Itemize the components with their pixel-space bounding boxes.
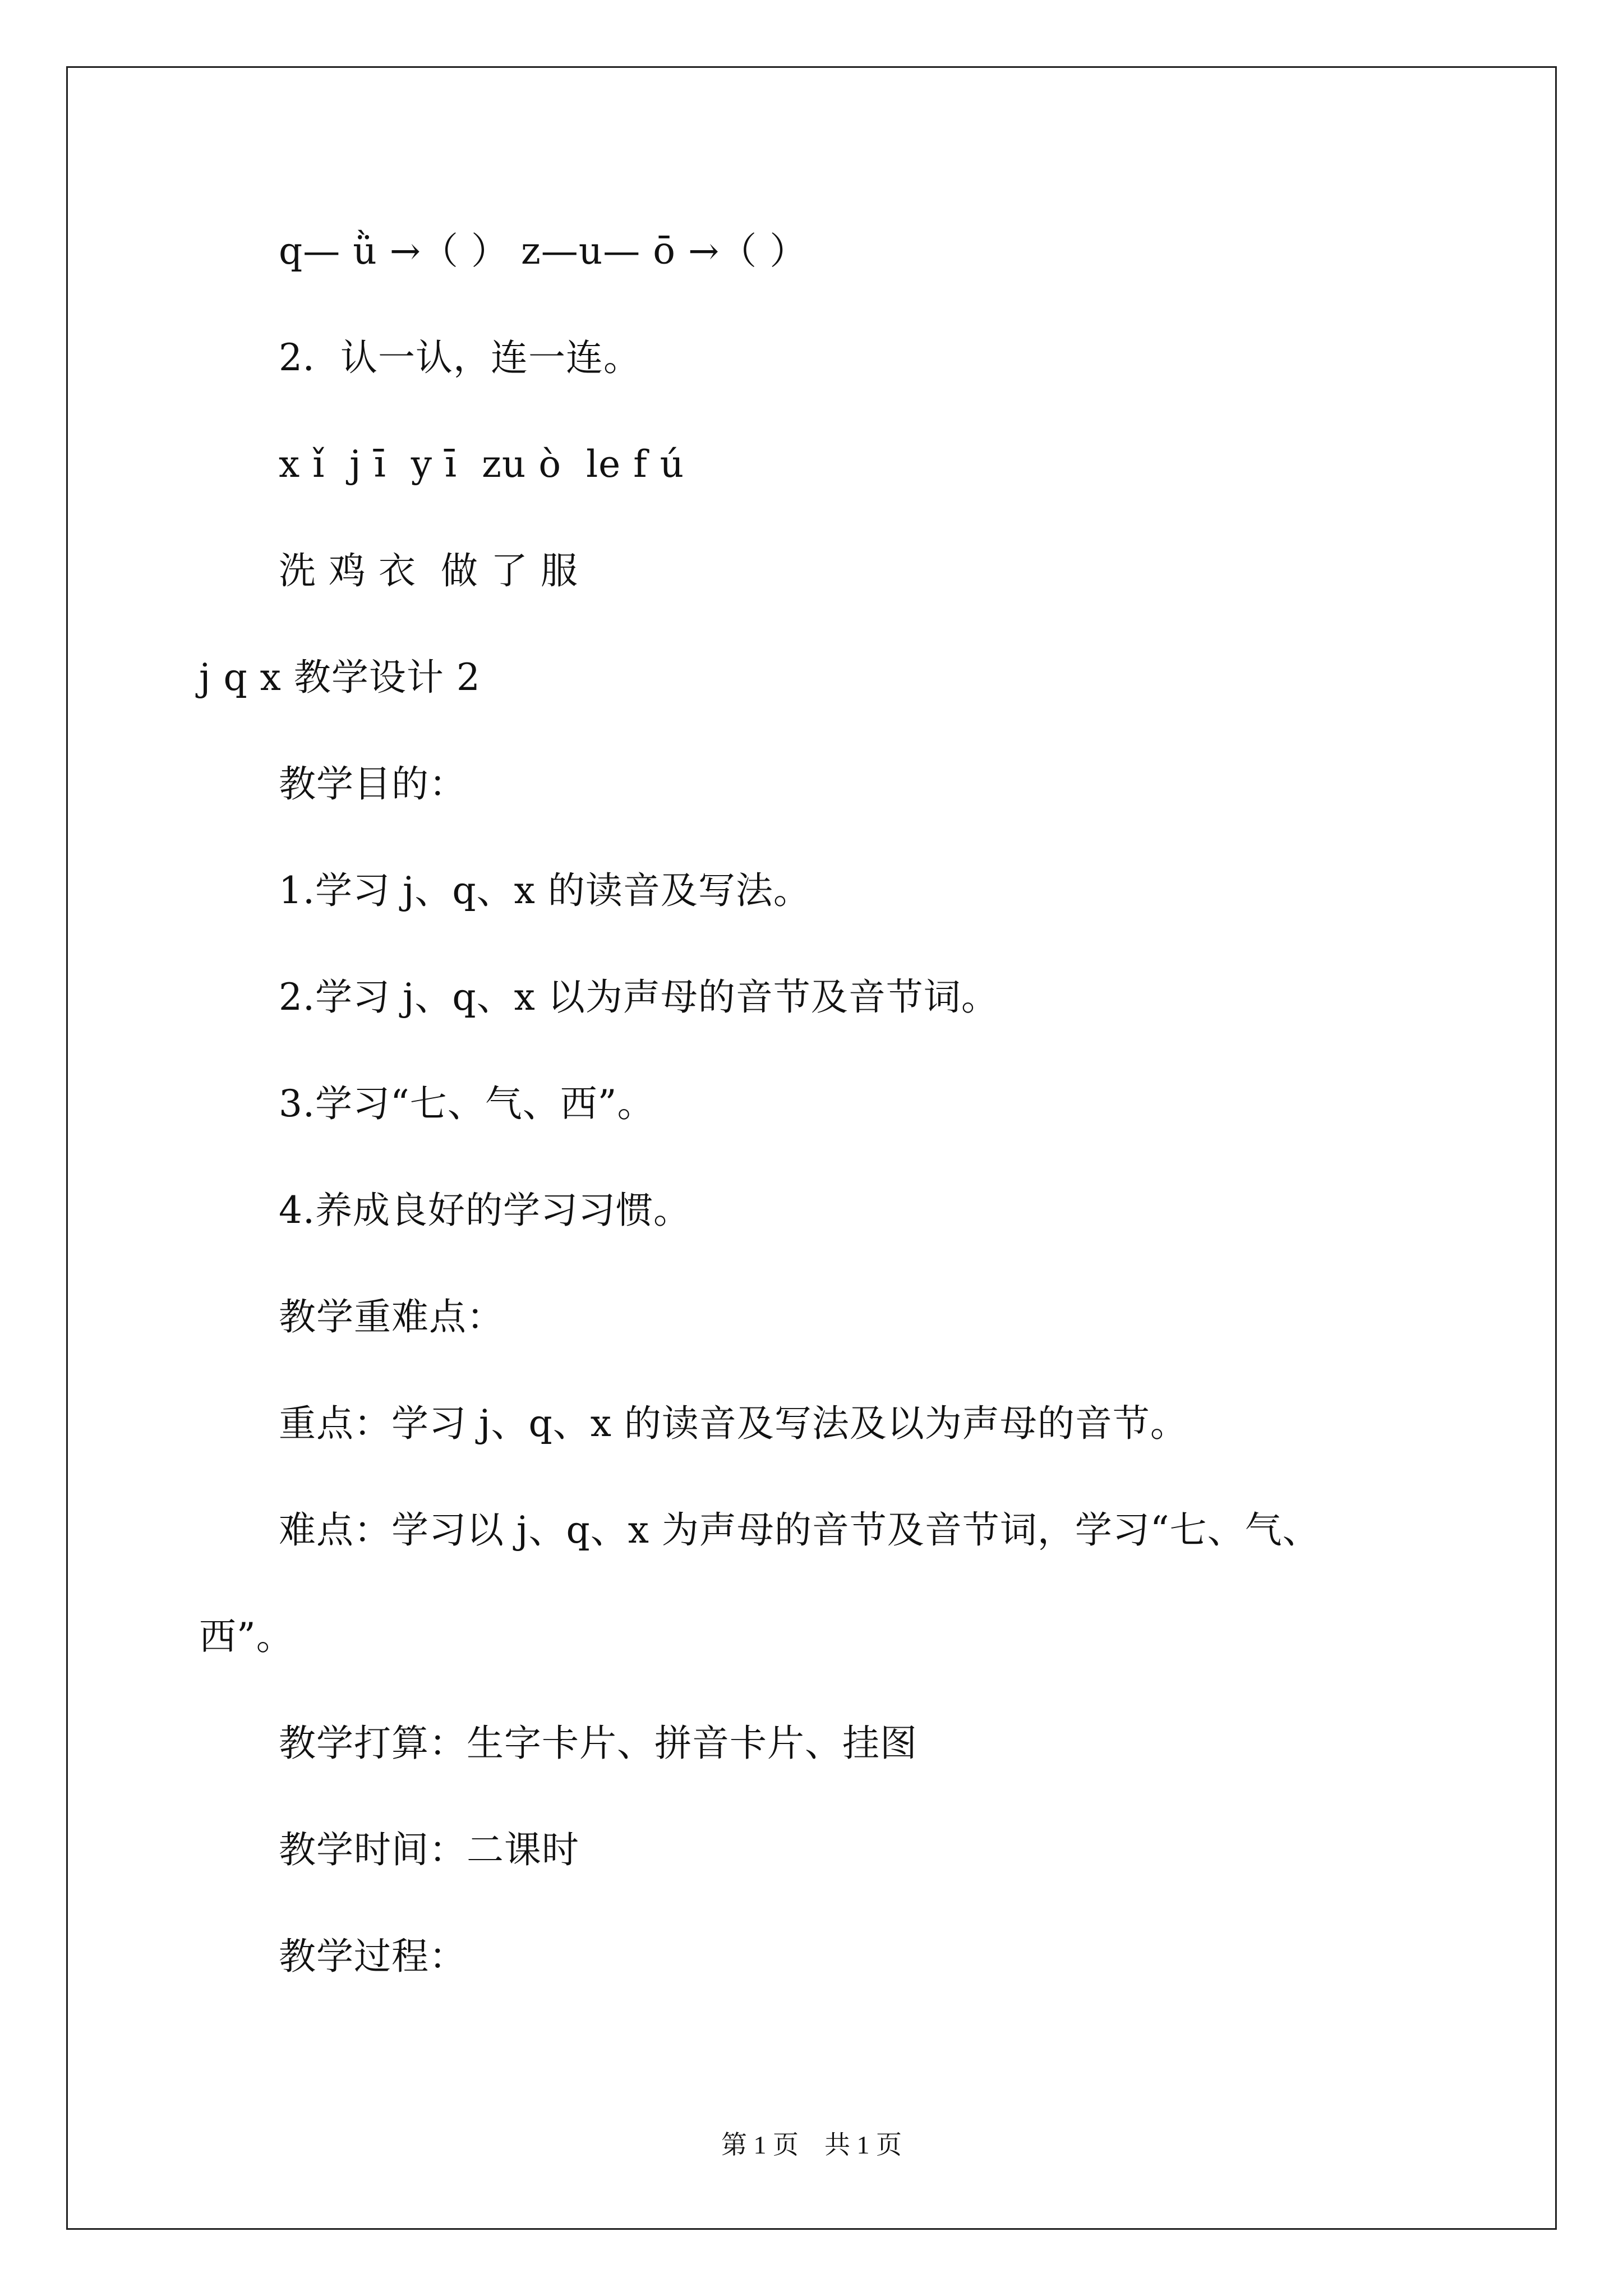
page-border xyxy=(66,66,1557,2230)
goals-heading: 教学目的： xyxy=(279,762,467,806)
difficulty-point: 难点：学习以 j、q、x 为声母的音节及音节词，学习“七、气、 xyxy=(279,1508,1320,1552)
pinyin-row: x ǐ j ī y ī zu ò le f ú xyxy=(279,443,685,486)
key-point: 重点：学习 j、q、x 的读音及写法及以为声母的音节。 xyxy=(279,1402,1188,1445)
goal-item-2: 2.学习 j、q、x 以为声母的音节及音节词。 xyxy=(279,976,999,1019)
goal-item-4: 4.养成良好的学习习惯。 xyxy=(279,1189,691,1232)
time-line: 教学时间：二课时 xyxy=(279,1828,579,1871)
exercise-heading: 2．认一认，连一连。 xyxy=(279,336,641,379)
difficulty-point-cont: 西”。 xyxy=(199,1615,294,1658)
page-number-footer: 第 1 页 共 1 页 xyxy=(721,2131,902,2159)
goal-item-1: 1.学习 j、q、x 的读音及写法。 xyxy=(279,869,811,912)
key-points-heading: 教学重难点： xyxy=(279,1295,504,1338)
pinyin-exercise-line: q— ǜ →（ ） z—u— ō →（ ） xyxy=(279,229,808,273)
preparation-line: 教学打算：生字卡片、拼音卡片、挂图 xyxy=(279,1722,917,1765)
process-heading: 教学过程： xyxy=(279,1935,467,1978)
section-title: j q x 教学设计 2 xyxy=(199,656,481,699)
hanzi-row: 洗 鸡 衣 做 了 服 xyxy=(279,549,578,592)
goal-item-3: 3.学习“七、气、西”。 xyxy=(279,1082,655,1125)
